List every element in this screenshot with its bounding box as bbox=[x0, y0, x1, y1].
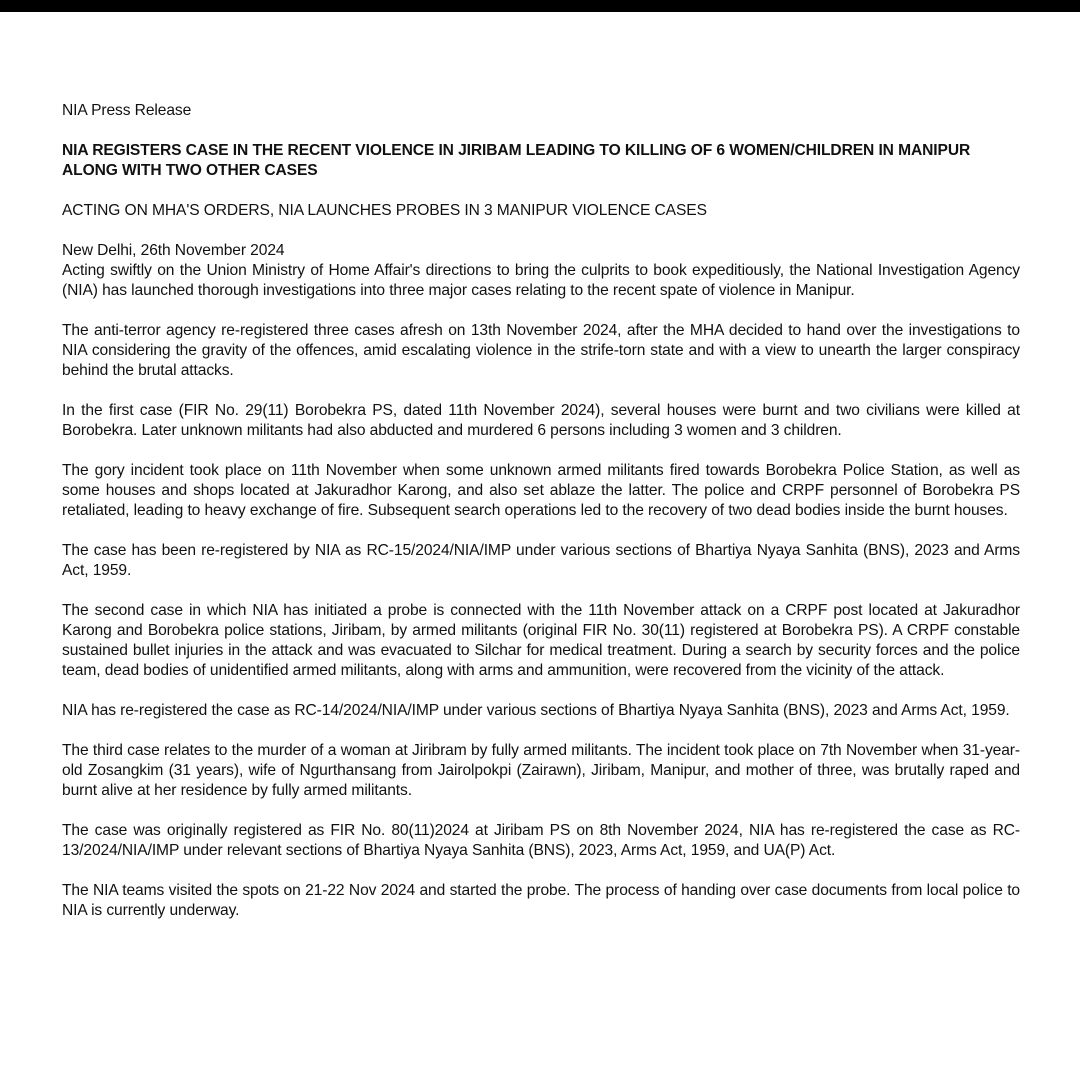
release-label: NIA Press Release bbox=[62, 102, 192, 119]
headline: NIA REGISTERS CASE IN THE RECENT VIOLENCE IN JIRIBAM LEADING TO KILLING OF 6 WOMEN/CHILDREN IN MANIPUR ALONG WITH TWO OTHER CASES bbox=[62, 142, 971, 179]
paragraph-second-case: The second case in which NIA has initiated a probe is connected with the 11th November attack on a CRPF post located at Jakuradhor Karong and Borobekra police stations, Jiribam, by armed militants (original FIR No. 30(11) registered at Borobekra PS). A CRPF constable sustained bullet injuries in the attack and was evacuated to Silchar for medical treatment. During a search by security forces and the police team, dead bodies of unidentified armed militants, along with arms and ammunition, were recovered from the vicinity of the attack. bbox=[62, 602, 1020, 679]
paragraph-reregistration: The anti-terror agency re-registered three cases afresh on 13th November 2024, after the MHA decided to hand over the investigations to NIA considering the gravity of the offences, amid escalating violence in the strife-torn state and with a view to unearth the larger conspiracy behind the brutal attacks. bbox=[62, 322, 1020, 379]
dateline: New Delhi, 26th November 2024 bbox=[62, 242, 285, 259]
paragraph-first-case-details: The gory incident took place on 11th November when some unknown armed militants fired towards Borobekra Police Station, as well as some houses and shops located at Jakuradhor Karong, and also set ablaze the latter. The police and CRPF personnel of Borobekra PS retaliated, leading to heavy exchange of fire. Subsequent search operations led to the recovery of two dead bodies inside the burnt houses. bbox=[62, 462, 1020, 519]
top-black-bar bbox=[0, 0, 1080, 12]
paragraph-third-case: The third case relates to the murder of a woman at Jiribram by fully armed militants. The incident took place on 7th November when 31-year-old Zosangkim (31 years), wife of Ngurthansang from Jairolpokpi (Zairawn), Jiribam, Manipur, and mother of three, was brutally raped and burnt alive at her residence by fully armed militants. bbox=[62, 742, 1020, 799]
press-release-document bbox=[62, 101, 1020, 941]
subheadline: ACTING ON MHA'S ORDERS, NIA LAUNCHES PROBES IN 3 MANIPUR VIOLENCE CASES bbox=[62, 202, 707, 219]
paragraph-first-case-rc: The case has been re-registered by NIA as RC-15/2024/NIA/IMP under various sections of Bhartiya Nyaya Sanhita (BNS), 2023 and Arms Act, 1959. bbox=[62, 542, 1020, 579]
paragraph-intro: Acting swiftly on the Union Ministry of Home Affair's directions to bring the culprits to book expeditiously, the National Investigation Agency (NIA) has launched thorough investigations into three major cases relating to the recent spate of violence in Manipur. bbox=[62, 262, 1020, 299]
paragraph-first-case: In the first case (FIR No. 29(11) Borobekra PS, dated 11th November 2024), several houses were burnt and two civilians were killed at Borobekra. Later unknown militants had also abducted and murdered 6 persons including 3 women and 3 children. bbox=[62, 402, 1020, 439]
paragraph-third-case-rc: The case was originally registered as FIR No. 80(11)2024 at Jiribam PS on 8th November 2024, NIA has re-registered the case as RC-13/2024/NIA/IMP under relevant sections of Bhartiya Nyaya Sanhita (BNS), 2023, Arms Act, 1959, and UA(P) Act. bbox=[62, 822, 1020, 859]
paragraph-closing: The NIA teams visited the spots on 21-22 Nov 2024 and started the probe. The process of handing over case documents from local police to NIA is currently underway. bbox=[62, 882, 1020, 919]
paragraph-second-case-rc: NIA has re-registered the case as RC-14/2024/NIA/IMP under various sections of Bhartiya Nyaya Sanhita (BNS), 2023 and Arms Act, 1959. bbox=[62, 702, 1010, 719]
